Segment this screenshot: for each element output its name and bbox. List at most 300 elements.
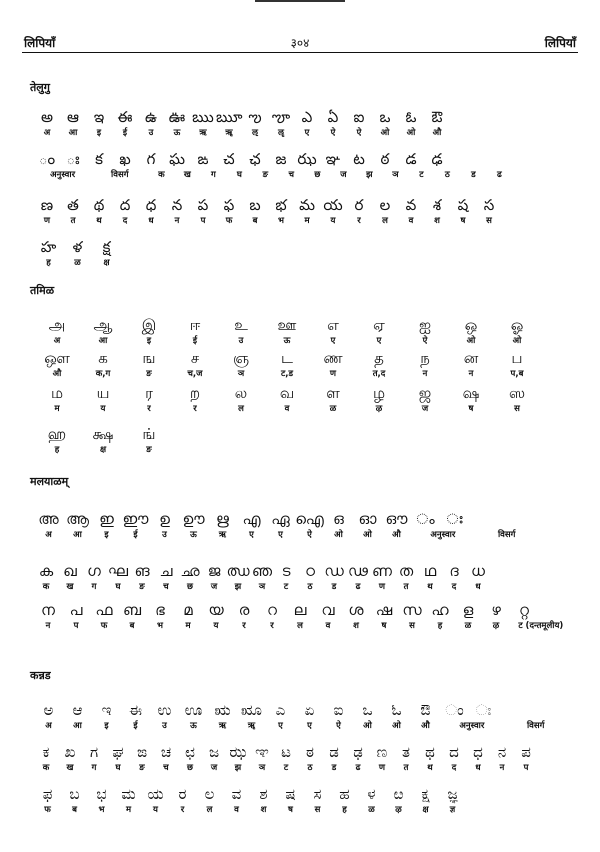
kannada-letter: ಕ್ಷ xyxy=(421,785,430,803)
telugu-devanagari-label: व xyxy=(408,216,414,226)
malayalam-devanagari-label: ट (दन्तमूलीय) xyxy=(518,621,564,631)
malayalam-letter: യ xyxy=(208,601,224,619)
malayalam-letter: അ xyxy=(38,510,59,528)
header-left-title: लिपियाँ xyxy=(24,36,56,50)
kannada-letter: ವ xyxy=(231,785,242,803)
malayalam-letter: ഃ xyxy=(446,510,463,528)
malayalam-devanagari-label: उ xyxy=(162,530,167,540)
telugu-devanagari-label: क्ष xyxy=(103,258,110,268)
telugu-devanagari-label: स xyxy=(486,216,492,226)
kannada-devanagari-label: न xyxy=(499,763,505,773)
telugu-letter: ణ xyxy=(40,196,54,214)
malayalam-row-3-glyphs xyxy=(34,601,574,619)
kannada-devanagari-label: ष xyxy=(288,805,293,815)
malayalam-letter: ന xyxy=(41,601,55,619)
malayalam-letter: ങ xyxy=(134,562,150,580)
kannada-letter: ಣ xyxy=(376,743,388,761)
tamil-letter: ழ xyxy=(372,384,386,402)
malayalam-letter: ഷ xyxy=(375,601,393,619)
telugu-devanagari-label: ष xyxy=(460,216,466,226)
kannada-letter: ಂ xyxy=(445,701,464,719)
tamil-letter: ஸ xyxy=(508,384,526,402)
kannada-devanagari-label: इ xyxy=(104,721,109,731)
telugu-letter: ద xyxy=(119,196,131,214)
malayalam-devanagari-label: ठ xyxy=(307,582,313,592)
telugu-devanagari-label: ठ xyxy=(444,170,450,180)
malayalam-devanagari-label: ए xyxy=(249,530,254,540)
kannada-letter: ಢ xyxy=(353,743,363,761)
malayalam-letter: ബ xyxy=(122,601,142,619)
kannada-devanagari-label: विसर्ग xyxy=(526,721,545,731)
kannada-devanagari-label: त xyxy=(403,763,409,773)
kannada-letter: ಓ xyxy=(391,701,402,719)
kannada-letter: ಜ xyxy=(208,743,220,761)
tamil-letter: ஜ xyxy=(418,384,432,402)
malayalam-letter: ശ xyxy=(348,601,364,619)
malayalam-letter: ള xyxy=(462,601,474,619)
kannada-devanagari-label: ड xyxy=(331,763,337,773)
kannada-devanagari-label: ए xyxy=(307,721,312,731)
kannada-letter: ಪ xyxy=(521,743,531,761)
kannada-devanagari-label: श xyxy=(260,805,267,815)
kannada-devanagari-label: ए xyxy=(278,721,283,731)
kannada-devanagari-label: आ xyxy=(73,721,82,731)
kannada-row-3-labels xyxy=(34,805,574,816)
telugu-letter: ఙ xyxy=(197,150,209,168)
telugu-letter: ఐ xyxy=(353,108,365,126)
malayalam-letter: ധ xyxy=(471,562,485,580)
header-right-title: लिपियाँ xyxy=(544,36,576,50)
tamil-letter: ஓ xyxy=(510,316,524,334)
telugu-devanagari-label: न xyxy=(174,216,180,226)
malayalam-letter: ഔ xyxy=(385,510,408,528)
tamil-row-4-glyphs xyxy=(34,425,574,443)
malayalam-devanagari-label: र xyxy=(270,621,274,631)
malayalam-letter: ഭ xyxy=(155,601,165,619)
tamil-letter: ஊ xyxy=(277,316,297,334)
malayalam-devanagari-label: भ xyxy=(157,621,163,631)
malayalam-devanagari-label: ऋ xyxy=(218,530,227,540)
tamil-letter: ங் xyxy=(142,425,156,443)
kannada-letter: ಆ xyxy=(72,701,83,719)
telugu-row-4-labels xyxy=(34,258,574,269)
tamil-letter: ப xyxy=(511,349,523,367)
malayalam-devanagari-label: च xyxy=(163,582,169,592)
malayalam-row-1-glyphs xyxy=(34,510,574,528)
telugu-letter: ల xyxy=(379,196,391,214)
tamil-devanagari-label: ऴ xyxy=(375,404,383,414)
tamil-devanagari-label: ए xyxy=(376,336,382,346)
tamil-devanagari-label: क्ष xyxy=(99,445,107,455)
kannada-letter: ಏ xyxy=(304,701,315,719)
kannada-devanagari-label: ञ xyxy=(258,763,266,773)
telugu-devanagari-label: ट xyxy=(419,170,424,180)
malayalam-devanagari-label: द xyxy=(451,582,457,592)
kannada-row-2-labels xyxy=(34,763,574,774)
telugu-letter: ఘ xyxy=(169,150,185,168)
kannada-devanagari-label: ज्ञ xyxy=(449,805,456,815)
telugu-letter: ఞ xyxy=(325,150,341,168)
kannada-devanagari-label: ऐ xyxy=(336,721,341,731)
telugu-devanagari-label: श xyxy=(434,216,440,226)
malayalam-letter: ഞ xyxy=(251,562,273,580)
tamil-letter: ற xyxy=(189,384,201,402)
telugu-letter: హ xyxy=(40,238,57,256)
telugu-row-3-glyphs xyxy=(34,196,574,214)
tamil-letter: ச xyxy=(190,349,200,367)
tamil-letter: எ xyxy=(327,316,339,334)
tamil-devanagari-label: ए xyxy=(330,336,336,346)
malayalam-devanagari-label: ल xyxy=(297,621,303,631)
tamil-row-3-glyphs xyxy=(34,384,574,402)
malayalam-devanagari-label: ऐ xyxy=(307,530,312,540)
malayalam-devanagari-label: ब xyxy=(129,621,135,631)
malayalam-devanagari-label: ओ xyxy=(363,530,372,540)
kannada-devanagari-label: झ xyxy=(234,763,242,773)
telugu-devanagari-label: क xyxy=(158,170,165,180)
malayalam-letter: ഇ xyxy=(99,510,114,528)
kannada-devanagari-label: औ xyxy=(421,721,430,731)
kannada-devanagari-label: क्ष xyxy=(422,805,429,815)
tamil-letter: ங xyxy=(142,349,156,367)
malayalam-devanagari-label: श xyxy=(353,621,359,631)
kannada-devanagari-label: अ xyxy=(45,721,52,731)
telugu-devanagari-label: ए xyxy=(304,128,310,138)
tamil-devanagari-label: ङ xyxy=(146,445,152,455)
malayalam-devanagari-label: छ xyxy=(187,582,193,592)
malayalam-letter: ഫ xyxy=(95,601,113,619)
telugu-letter: డ xyxy=(405,150,417,168)
telugu-letter: మ xyxy=(299,196,315,214)
tamil-letter: ஹ xyxy=(47,425,67,443)
tamil-letter: உ xyxy=(234,316,248,334)
malayalam-letter: ണ xyxy=(372,562,392,580)
telugu-devanagari-label: औ xyxy=(432,128,442,138)
telugu-letter: ఒ xyxy=(379,108,391,126)
malayalam-letter: ദ xyxy=(449,562,459,580)
kannada-letter: ಈ xyxy=(128,701,143,719)
tamil-devanagari-label: ण xyxy=(329,369,337,379)
malayalam-letter: ര xyxy=(238,601,250,619)
tamil-letter: ஏ xyxy=(373,316,385,334)
malayalam-row-2-glyphs xyxy=(34,562,574,580)
kannada-devanagari-label: य xyxy=(153,805,158,815)
telugu-letter: ఔ xyxy=(431,108,443,126)
kannada-letter: ನ xyxy=(497,743,507,761)
kannada-devanagari-label: म xyxy=(125,805,132,815)
kannada-letter: ದ xyxy=(449,743,459,761)
tamil-letter: ஔ xyxy=(44,349,70,367)
tamil-devanagari-label: ष xyxy=(468,404,474,414)
tamil-devanagari-label: इ xyxy=(146,336,152,346)
top-edge-line xyxy=(255,0,345,2)
malayalam-row-1-labels xyxy=(34,530,574,541)
telugu-devanagari-label: ऊ xyxy=(173,128,181,138)
telugu-devanagari-label: ल xyxy=(382,216,388,226)
kannada-row-1-labels xyxy=(34,721,574,732)
telugu-devanagari-label: ब xyxy=(252,216,258,226)
tamil-letter: ஒ xyxy=(464,316,478,334)
telugu-devanagari-label: द xyxy=(122,216,128,226)
kannada-letter: ಋ xyxy=(214,701,231,719)
tamil-devanagari-label: आ xyxy=(98,336,108,346)
kannada-devanagari-label: र xyxy=(180,805,185,815)
telugu-devanagari-label: ओ xyxy=(380,128,390,138)
telugu-devanagari-label: र xyxy=(357,216,361,226)
telugu-letter: ఝ xyxy=(297,150,317,168)
telugu-letter: జ xyxy=(275,150,287,168)
malayalam-devanagari-label: ण xyxy=(378,582,386,592)
kannada-devanagari-label: ऴ xyxy=(395,805,402,815)
tamil-devanagari-label: त,द xyxy=(372,369,386,379)
kannada-letter: ಟ xyxy=(281,743,291,761)
kannada-devanagari-label: व xyxy=(234,805,239,815)
telugu-devanagari-label: ध xyxy=(148,216,154,226)
tamil-letter: ஞ xyxy=(232,349,250,367)
telugu-row-2-labels xyxy=(34,170,574,181)
malayalam-devanagari-label: ज xyxy=(210,582,218,592)
tamil-devanagari-label: ह xyxy=(54,445,60,455)
malayalam-letter: റ്റ xyxy=(519,601,529,619)
tamil-letter: இ xyxy=(141,316,157,334)
kannada-letter: ಷ xyxy=(285,785,296,803)
kannada-devanagari-label: फ xyxy=(44,805,51,815)
telugu-devanagari-label: ऐ xyxy=(356,128,362,138)
telugu-devanagari-label: उ xyxy=(148,128,154,138)
kannada-letter: ಘ xyxy=(112,743,124,761)
kannada-row-3-glyphs xyxy=(34,785,574,803)
tamil-devanagari-label: न xyxy=(422,369,428,379)
kannada-letter: ಞ xyxy=(255,743,269,761)
malayalam-devanagari-label: ङ xyxy=(139,582,145,592)
telugu-devanagari-label: ग xyxy=(210,170,216,180)
kannada-letter: ೞ xyxy=(393,785,404,803)
telugu-letter: ఇ xyxy=(93,108,105,126)
malayalam-devanagari-label: क xyxy=(42,582,50,592)
malayalam-letter: ഒ xyxy=(333,510,344,528)
malayalam-letter: ം xyxy=(416,510,435,528)
kannada-letter: ಫ xyxy=(42,785,53,803)
telugu-devanagari-label: ॡ xyxy=(278,128,284,138)
malayalam-devanagari-label: घ xyxy=(115,582,121,592)
telugu-devanagari-label: ज xyxy=(340,170,347,180)
kannada-letter: ಙ xyxy=(136,743,148,761)
telugu-letter: ం xyxy=(38,150,56,168)
tamil-letter: ட xyxy=(281,349,293,367)
tamil-devanagari-label: ज xyxy=(421,404,429,414)
telugu-devanagari-label: त xyxy=(70,216,76,226)
malayalam-devanagari-label: इ xyxy=(104,530,109,540)
telugu-letter: ఠ xyxy=(380,150,390,168)
telugu-letter: ఊ xyxy=(168,108,186,126)
telugu-letter: ఆ xyxy=(67,108,79,126)
tamil-letter: ஐ xyxy=(418,316,432,334)
malayalam-devanagari-label: ळ xyxy=(464,621,472,631)
kannada-letter: ಊ xyxy=(184,701,203,719)
kannada-letter: ಔ xyxy=(420,701,431,719)
kannada-letter: ಸ xyxy=(313,785,322,803)
tamil-devanagari-label: ल xyxy=(238,404,244,414)
telugu-letter: బ xyxy=(249,196,261,214)
telugu-letter: ఖ xyxy=(119,150,131,168)
kannada-devanagari-label: ज xyxy=(210,763,218,773)
telugu-letter: స xyxy=(483,196,495,214)
tamil-devanagari-label: औ xyxy=(52,369,62,379)
malayalam-letter: ക xyxy=(38,562,54,580)
telugu-letter: థ xyxy=(93,196,105,214)
telugu-devanagari-label: इ xyxy=(96,128,102,138)
page-number: ३०४ xyxy=(290,36,310,50)
tamil-letter: ஆ xyxy=(93,316,113,334)
malayalam-letter: ത xyxy=(398,562,414,580)
section-title-telugu: तेलुगु xyxy=(30,81,50,94)
tamil-letter: ர xyxy=(145,384,153,402)
malayalam-devanagari-label: ओ xyxy=(334,530,343,540)
kannada-devanagari-label: अनुस्वार xyxy=(459,721,485,731)
kannada-letter: ಇ xyxy=(101,701,112,719)
malayalam-devanagari-label: ट xyxy=(283,582,289,592)
section-title-tamil: तमिळ xyxy=(30,284,55,297)
malayalam-letter: ഘ xyxy=(107,562,129,580)
kannada-letter: ಜ್ಞ xyxy=(447,785,458,803)
kannada-letter: ಹ xyxy=(339,785,350,803)
malayalam-letter: ഹ xyxy=(431,601,449,619)
tamil-letter: த xyxy=(374,349,384,367)
telugu-devanagari-label: फ xyxy=(225,216,233,226)
telugu-letter: చ xyxy=(223,150,235,168)
malayalam-devanagari-label: अ xyxy=(45,530,52,540)
telugu-devanagari-label: भ xyxy=(278,216,284,226)
malayalam-devanagari-label: म xyxy=(185,621,191,631)
telugu-devanagari-label: य xyxy=(330,216,336,226)
kannada-letter: ಲ xyxy=(204,785,215,803)
kannada-devanagari-label: ऊ xyxy=(190,721,197,731)
malayalam-letter: റ xyxy=(267,601,277,619)
kannada-letter: ಭ xyxy=(96,785,107,803)
kannada-letter: ಖ xyxy=(64,743,76,761)
telugu-letter: ౠ xyxy=(216,108,243,126)
kannada-devanagari-label: ढ xyxy=(355,763,361,773)
telugu-letter: ఫ xyxy=(223,196,235,214)
tamil-devanagari-label: ळ xyxy=(329,404,337,414)
header-rule xyxy=(22,52,578,53)
malayalam-letter: ഢ xyxy=(348,562,368,580)
tamil-devanagari-label: ऐ xyxy=(422,336,428,346)
tamil-letter: ன xyxy=(463,349,479,367)
malayalam-letter: ജ xyxy=(207,562,221,580)
tamil-devanagari-label: ट,ड xyxy=(280,369,294,379)
section-title-kannada: कन्नड xyxy=(30,669,51,682)
telugu-devanagari-label: ळ xyxy=(74,258,81,268)
telugu-letter: ఏ xyxy=(327,108,339,126)
kannada-letter: ಶ xyxy=(259,785,268,803)
malayalam-letter: ഏ xyxy=(271,510,290,528)
telugu-devanagari-label: प xyxy=(200,216,206,226)
telugu-letter: క xyxy=(95,150,103,168)
kannada-devanagari-label: स xyxy=(314,805,321,815)
kannada-letter: ಯ xyxy=(147,785,164,803)
telugu-devanagari-label: ऐ xyxy=(330,128,336,138)
telugu-letter: శ xyxy=(432,196,442,214)
telugu-devanagari-label: ड xyxy=(471,170,476,180)
malayalam-devanagari-label: स xyxy=(409,621,415,631)
telugu-devanagari-label: ङ xyxy=(262,170,269,180)
telugu-devanagari-label: म xyxy=(304,216,310,226)
telugu-row-2-glyphs xyxy=(34,150,574,168)
telugu-devanagari-label: ओ xyxy=(406,128,416,138)
tamil-devanagari-label: स xyxy=(514,404,520,414)
kannada-letter: ಎ xyxy=(275,701,286,719)
telugu-devanagari-label: ई xyxy=(122,128,128,138)
telugu-letter: ఎ xyxy=(301,108,313,126)
kannada-devanagari-label: ध xyxy=(475,763,481,773)
tamil-devanagari-label: ई xyxy=(192,336,198,346)
malayalam-letter: വ xyxy=(321,601,335,619)
malayalam-letter: ഡ xyxy=(324,562,344,580)
kannada-letter: ರ xyxy=(178,785,187,803)
tamil-letter: ம xyxy=(50,384,64,402)
malayalam-letter: ആ xyxy=(66,510,89,528)
kannada-letter: ತ xyxy=(402,743,410,761)
telugu-letter: య xyxy=(323,196,343,214)
page-header xyxy=(22,34,578,54)
malayalam-letter: ഴ xyxy=(491,601,501,619)
kannada-letter: ಃ xyxy=(475,701,492,719)
kannada-letter: ಥ xyxy=(425,743,435,761)
malayalam-devanagari-label: ऊ xyxy=(190,530,197,540)
kannada-letter: ಒ xyxy=(362,701,373,719)
kannada-devanagari-label: ओ xyxy=(363,721,372,731)
kannada-letter: ಬ xyxy=(69,785,80,803)
telugu-devanagari-label: अ xyxy=(43,128,51,138)
telugu-letter: క్ష xyxy=(102,238,111,256)
telugu-row-1-labels xyxy=(34,128,574,139)
malayalam-devanagari-label: ध xyxy=(475,582,481,592)
malayalam-devanagari-label: ह xyxy=(437,621,443,631)
tamil-letter: க்ஷ xyxy=(92,425,114,443)
telugu-letter: ర xyxy=(354,196,364,214)
tamil-letter: அ xyxy=(48,316,66,334)
malayalam-letter: ഋ xyxy=(216,510,229,528)
tamil-row-3-labels xyxy=(34,404,574,415)
tamil-devanagari-label: क,ग xyxy=(95,369,111,379)
kannada-letter: ಉ xyxy=(157,701,172,719)
tamil-letter: க xyxy=(98,349,108,367)
tamil-devanagari-label: ओ xyxy=(512,336,522,346)
tamil-row-2-labels xyxy=(34,369,574,380)
telugu-letter: ళ xyxy=(72,238,83,256)
tamil-devanagari-label: र xyxy=(193,404,197,414)
tamil-devanagari-label: र xyxy=(147,404,151,414)
malayalam-letter: ഓ xyxy=(358,510,377,528)
telugu-letter: ష xyxy=(457,196,469,214)
telugu-row-4-glyphs xyxy=(34,238,574,256)
tamil-row-2-glyphs xyxy=(34,349,574,367)
kannada-letter: ಅ xyxy=(43,701,54,719)
tamil-letter: ய xyxy=(96,384,110,402)
telugu-letter: ఢ xyxy=(431,150,443,168)
telugu-letter: భ xyxy=(275,196,287,214)
telugu-letter: ః xyxy=(66,150,80,168)
kannada-devanagari-label: ण xyxy=(378,763,386,773)
malayalam-letter: ഥ xyxy=(423,562,437,580)
tamil-letter: ள xyxy=(326,384,340,402)
telugu-devanagari-label: च xyxy=(288,170,295,180)
kannada-letter: ಐ xyxy=(333,701,344,719)
kannada-letter: ಚ xyxy=(160,743,172,761)
tamil-devanagari-label: न xyxy=(468,369,474,379)
kannada-row-1-glyphs xyxy=(34,701,574,719)
